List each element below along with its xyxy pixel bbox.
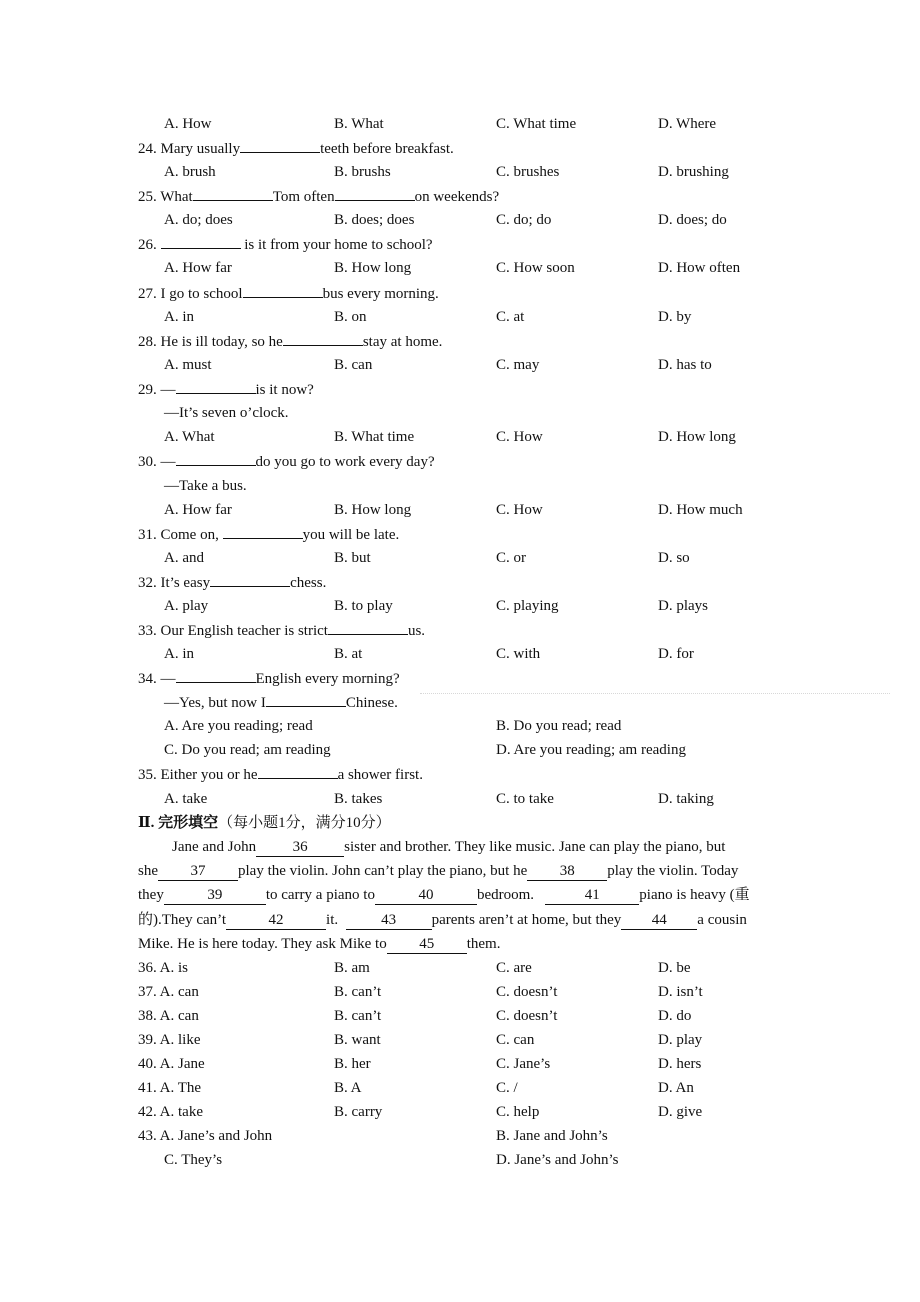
cloze-39-option-a: 39. A. like bbox=[138, 1032, 201, 1048]
passage-line-5: Mike. He is here today. They ask Mike to 45 them. bbox=[138, 936, 501, 952]
cloze-42-option-d: D. give bbox=[658, 1104, 703, 1120]
q23-option-d: D. Where bbox=[658, 116, 717, 132]
q27-option-a: A. in bbox=[164, 309, 194, 325]
q32-option-d: D. plays bbox=[658, 598, 708, 614]
cloze-40-option-d: D. hers bbox=[658, 1056, 702, 1072]
q26-stem: 26. is it from your home to school? bbox=[138, 234, 433, 255]
q28-option-b: B. can bbox=[334, 357, 373, 373]
blank-42[interactable]: 42 bbox=[226, 911, 326, 930]
blank-37[interactable]: 37 bbox=[158, 862, 238, 881]
q34-option-b: B. Do you read; read bbox=[496, 718, 622, 734]
q31-option-c: C. or bbox=[496, 550, 526, 566]
q28-stem: 28. He is ill today, so he stay at home. bbox=[138, 331, 442, 352]
q31-option-b: B. but bbox=[334, 550, 371, 566]
q32-option-c: C. playing bbox=[496, 598, 559, 614]
q31-option-d: D. so bbox=[658, 550, 690, 566]
q26-option-d: D. How often bbox=[658, 260, 741, 276]
q25-option-d: D. does; do bbox=[658, 212, 727, 228]
cloze-38-option-c: C. doesn’t bbox=[496, 1008, 558, 1024]
q31-stem: 31. Come on, you will be late. bbox=[138, 524, 399, 545]
cloze-40-option-a: 40. A. Jane bbox=[138, 1056, 205, 1072]
cloze-43-option-c: C. They’s bbox=[164, 1152, 223, 1168]
q33-stem: 33. Our English teacher is strict us. bbox=[138, 620, 425, 641]
q34-option-a: A. Are you reading; read bbox=[164, 718, 313, 734]
q33-option-b: B. at bbox=[334, 646, 363, 662]
passage-line-3: they 39 to carry a piano to 40 bedroom. 41 piano is heavy (重 bbox=[138, 887, 750, 903]
q33-option-d: D. for bbox=[658, 646, 694, 662]
cloze-36-option-a: 36. A. is bbox=[138, 960, 189, 976]
q27-option-b: B. on bbox=[334, 309, 367, 325]
q34-answer: —Yes, but now I Chinese. bbox=[164, 692, 398, 713]
q29-answer: —It’s seven o’clock. bbox=[164, 405, 289, 421]
q23-option-a: A. How bbox=[164, 116, 212, 132]
q23-option-b: B. What bbox=[334, 116, 384, 132]
cloze-36-option-d: D. be bbox=[658, 960, 691, 976]
q28-option-a: A. must bbox=[164, 357, 212, 373]
q24-option-b: B. brushs bbox=[334, 164, 391, 180]
q35-option-c: C. to take bbox=[496, 791, 554, 807]
q30-option-b: B. How long bbox=[334, 502, 412, 518]
q25-option-c: C. do; do bbox=[496, 212, 552, 228]
blank-45[interactable]: 45 bbox=[387, 935, 467, 954]
cloze-38-option-a: 38. A. can bbox=[138, 1008, 199, 1024]
cloze-39-option-c: C. can bbox=[496, 1032, 535, 1048]
q24-option-c: C. brushes bbox=[496, 164, 560, 180]
q27-option-c: C. at bbox=[496, 309, 525, 325]
cloze-40-option-c: C. Jane’s bbox=[496, 1056, 551, 1072]
passage-line-2: she 37 play the violin. John can’t play the piano, but he 38 play the violin. Today bbox=[138, 863, 739, 879]
q24-option-d: D. brushing bbox=[658, 164, 729, 180]
cloze-42-option-b: B. carry bbox=[334, 1104, 383, 1120]
cloze-38-option-b: B. can’t bbox=[334, 1008, 382, 1024]
q29-stem: 29. — is it now? bbox=[138, 379, 314, 400]
blank-40[interactable]: 40 bbox=[375, 886, 477, 905]
cloze-39-option-d: D. play bbox=[658, 1032, 703, 1048]
q23-option-c: C. What time bbox=[496, 116, 577, 132]
cloze-43-option-d: D. Jane’s and John’s bbox=[496, 1152, 619, 1168]
blank-36[interactable]: 36 bbox=[256, 838, 344, 857]
q24-stem: 24. Mary usually teeth before breakfast. bbox=[138, 138, 454, 159]
q33-option-c: C. with bbox=[496, 646, 541, 662]
q32-option-b: B. to play bbox=[334, 598, 393, 614]
q35-option-d: D. taking bbox=[658, 791, 714, 807]
cloze-43-option-a: 43. A. Jane’s and John bbox=[138, 1128, 273, 1144]
cloze-37-option-b: B. can’t bbox=[334, 984, 382, 1000]
q27-option-d: D. by bbox=[658, 309, 692, 325]
cloze-39-option-b: B. want bbox=[334, 1032, 381, 1048]
cloze-42-option-a: 42. A. take bbox=[138, 1104, 203, 1120]
cloze-37-option-a: 37. A. can bbox=[138, 984, 199, 1000]
blank-44[interactable]: 44 bbox=[621, 911, 697, 930]
q35-option-a: A. take bbox=[164, 791, 208, 807]
section-heading: Ⅱ. 完形填空 bbox=[138, 815, 219, 831]
cloze-36-option-b: B. am bbox=[334, 960, 370, 976]
cloze-41-option-a: 41. A. The bbox=[138, 1080, 202, 1096]
blank-39[interactable]: 39 bbox=[164, 886, 266, 905]
q28-option-d: D. has to bbox=[658, 357, 712, 373]
q25-stem: 25. What Tom often on weekends? bbox=[138, 186, 499, 207]
q28-option-c: C. may bbox=[496, 357, 540, 373]
blank-43[interactable]: 43 bbox=[346, 911, 432, 930]
cloze-38-option-d: D. do bbox=[658, 1008, 692, 1024]
q34-option-d: D. Are you reading; am reading bbox=[496, 742, 686, 758]
q35-option-b: B. takes bbox=[334, 791, 383, 807]
q27-stem: 27. I go to school bus every morning. bbox=[138, 283, 439, 304]
section-scoring-note: （每小题1分，满分10分） bbox=[218, 815, 391, 831]
q25-option-b: B. does; does bbox=[334, 212, 415, 228]
q30-option-c: C. How bbox=[496, 502, 543, 518]
q34-option-c: C. Do you read; am reading bbox=[164, 742, 331, 758]
cloze-42-option-c: C. help bbox=[496, 1104, 540, 1120]
passage-line-1: Jane and John 36 sister and brother. They like music. Jane can play the piano, but bbox=[172, 839, 726, 855]
q29-option-a: A. What bbox=[164, 429, 215, 445]
cloze-41-option-d: D. An bbox=[658, 1080, 694, 1096]
q30-answer: —Take a bus. bbox=[164, 478, 247, 494]
q29-option-c: C. How bbox=[496, 429, 543, 445]
cloze-37-option-c: C. doesn’t bbox=[496, 984, 558, 1000]
q31-option-a: A. and bbox=[164, 550, 204, 566]
q24-option-a: A. brush bbox=[164, 164, 216, 180]
q26-option-c: C. How soon bbox=[496, 260, 575, 276]
blank-38[interactable]: 38 bbox=[527, 862, 607, 881]
cloze-41-option-c: C. / bbox=[496, 1080, 518, 1096]
q30-option-d: D. How much bbox=[658, 502, 743, 518]
q25-option-a: A. do; does bbox=[164, 212, 233, 228]
q35-stem: 35. Either you or he a shower first. bbox=[138, 764, 423, 785]
section-title bbox=[138, 813, 391, 833]
q26-option-a: A. How far bbox=[164, 260, 232, 276]
cloze-36-option-c: C. are bbox=[496, 960, 532, 976]
q29-option-b: B. What time bbox=[334, 429, 415, 445]
cloze-41-option-b: B. A bbox=[334, 1080, 362, 1096]
q30-stem: 30. — do you go to work every day? bbox=[138, 451, 435, 472]
q30-option-a: A. How far bbox=[164, 502, 232, 518]
q32-option-a: A. play bbox=[164, 598, 209, 614]
blank-41[interactable]: 41 bbox=[545, 886, 639, 905]
scan-artifact-line bbox=[420, 693, 890, 694]
passage-line-4: 的).They can’t 42 it. 43 parents aren’t at home, but they 44 a cousin bbox=[138, 912, 747, 928]
cloze-40-option-b: B. her bbox=[334, 1056, 371, 1072]
q26-option-b: B. How long bbox=[334, 260, 412, 276]
cloze-43-option-b: B. Jane and John’s bbox=[496, 1128, 608, 1144]
cloze-37-option-d: D. isn’t bbox=[658, 984, 703, 1000]
q32-stem: 32. It’s easy chess. bbox=[138, 572, 326, 593]
q29-option-d: D. How long bbox=[658, 429, 736, 445]
q33-option-a: A. in bbox=[164, 646, 194, 662]
q34-stem: 34. — English every morning? bbox=[138, 668, 400, 689]
